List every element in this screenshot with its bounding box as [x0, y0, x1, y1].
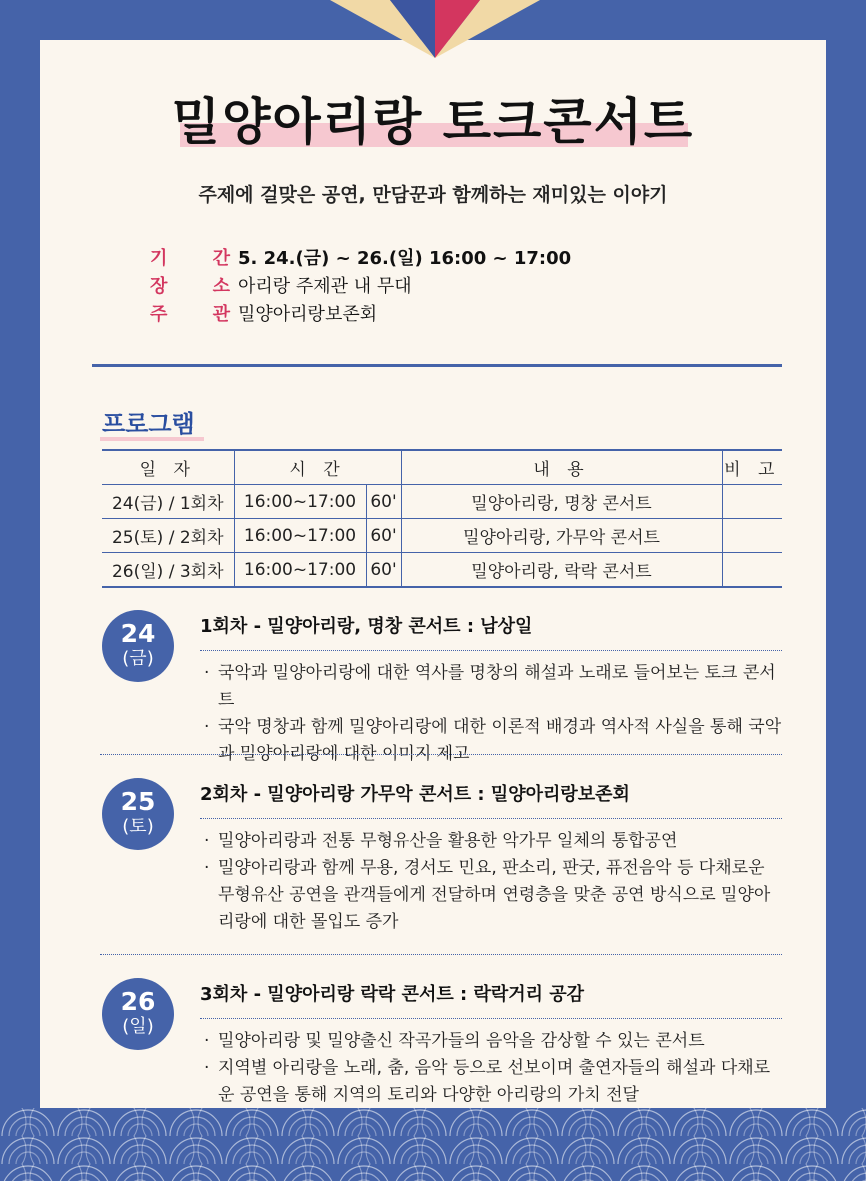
table-header-row: [102, 450, 782, 485]
session-1: [100, 610, 782, 764]
info-label: 기 간: [150, 248, 230, 269]
badge-weekday: (일): [122, 1016, 154, 1037]
cell-note: [722, 519, 782, 553]
section-divider: [92, 364, 782, 367]
cell-content: 밀양아리랑, 명창 콘서트: [401, 485, 722, 519]
date-badge: [102, 610, 174, 682]
session-heading: 3회차 - 밀양아리랑 락락 콘서트 : 락락거리 공감: [200, 984, 585, 1005]
session-heading: 2회차 - 밀양아리랑 가무악 콘서트 : 밀양아리랑보존회: [200, 784, 630, 805]
header-content: 내 용: [401, 450, 722, 485]
cell-content: 밀양아리랑, 락락 콘서트: [401, 553, 722, 588]
session-2: [100, 778, 782, 958]
session-bullets: [204, 1028, 782, 1109]
session-heading: 1회차 - 밀양아리랑, 명창 콘서트 : 남상일: [200, 616, 533, 637]
cell-note: [722, 485, 782, 519]
cell-time: 16:00~17:00: [234, 553, 366, 588]
table-row: [102, 519, 782, 553]
session-rule: [200, 818, 782, 819]
event-info: [150, 243, 571, 327]
header-note: 비 고: [722, 450, 782, 485]
cell-duration: 60': [366, 553, 401, 588]
info-value: 밀양아리랑보존회: [238, 304, 378, 325]
program-heading: 프로그램: [102, 410, 195, 438]
info-label: 주 관: [150, 304, 230, 325]
cell-date: 24(금) / 1회차: [102, 485, 234, 519]
list-item: · 밀양아리랑과 전통 무형유산을 활용한 악가무 일체의 통합공연: [204, 831, 678, 851]
session-separator: [100, 754, 782, 755]
info-value: 아리랑 주제관 내 무대: [238, 276, 412, 297]
info-row-host: [150, 299, 571, 327]
session-rule: [200, 650, 782, 651]
session-rule: [200, 1018, 782, 1019]
info-row-place: [150, 271, 571, 299]
badge-day-number: 26: [120, 987, 156, 1016]
header-time: 시 간: [234, 450, 401, 485]
list-item: · 밀양아리랑 및 밀양출신 작곡가들의 음악을 감상할 수 있는 콘서트: [204, 1031, 705, 1051]
session-separator: [100, 954, 782, 955]
session-bullets: [204, 828, 782, 936]
cell-time: 16:00~17:00: [234, 519, 366, 553]
date-badge: [102, 978, 174, 1050]
info-row-period: [150, 243, 571, 271]
cell-duration: 60': [366, 519, 401, 553]
table-row: [102, 553, 782, 588]
session-3: [100, 978, 782, 1108]
schedule-table: [102, 449, 782, 588]
badge-weekday: (토): [122, 816, 154, 837]
cell-time: 16:00~17:00: [234, 485, 366, 519]
table-row: [102, 485, 782, 519]
badge-day-number: 24: [120, 619, 156, 648]
header-date: 일 자: [102, 450, 234, 485]
date-badge: [102, 778, 174, 850]
cell-date: 25(토) / 2회차: [102, 519, 234, 553]
cell-content: 밀양아리랑, 가무악 콘서트: [401, 519, 722, 553]
wave-pattern: [0, 1108, 866, 1181]
badge-day-number: 25: [120, 787, 156, 816]
badge-weekday: (금): [122, 648, 154, 669]
list-item: · 국악과 밀양아리랑에 대한 역사를 명창의 해설과 노래로 들어보는 토크 콘서트: [204, 663, 776, 710]
info-label: 장 소: [150, 276, 230, 297]
cell-duration: 60': [366, 485, 401, 519]
list-item: · 지역별 아리랑을 노래, 춤, 음악 등으로 선보이며 출연자들의 해설과 다채로운 공연을 통해 지역의 토리와 다양한 아리랑의 가치 전달: [204, 1058, 771, 1105]
cell-note: [722, 553, 782, 588]
session-bullets: [204, 660, 782, 768]
ribbon-decoration: [330, 0, 540, 60]
list-item: · 밀양아리랑과 함께 무용, 경서도 민요, 판소리, 판굿, 퓨전음악 등 다채로운 무형유산 공연을 관객들에게 전달하며 연령층을 맞춘 공연 방식으로 밀양아리랑에 대한 몰입도 증가: [204, 858, 771, 932]
poster-subtitle: 주제에 걸맞은 공연, 만담꾼과 함께하는 재미있는 이야기: [198, 184, 668, 206]
info-value: 5. 24.(금) ~ 26.(일) 16:00 ~ 17:00: [238, 248, 572, 269]
cell-date: 26(일) / 3회차: [102, 553, 234, 588]
poster-title: 밀양아리랑 토크콘서트: [171, 93, 695, 151]
list-item: · 국악 명창과 함께 밀양아리랑에 대한 이론적 배경과 역사적 사실을 통해 국악과 밀양아리랑에 대한 이미지 제고: [204, 717, 782, 764]
